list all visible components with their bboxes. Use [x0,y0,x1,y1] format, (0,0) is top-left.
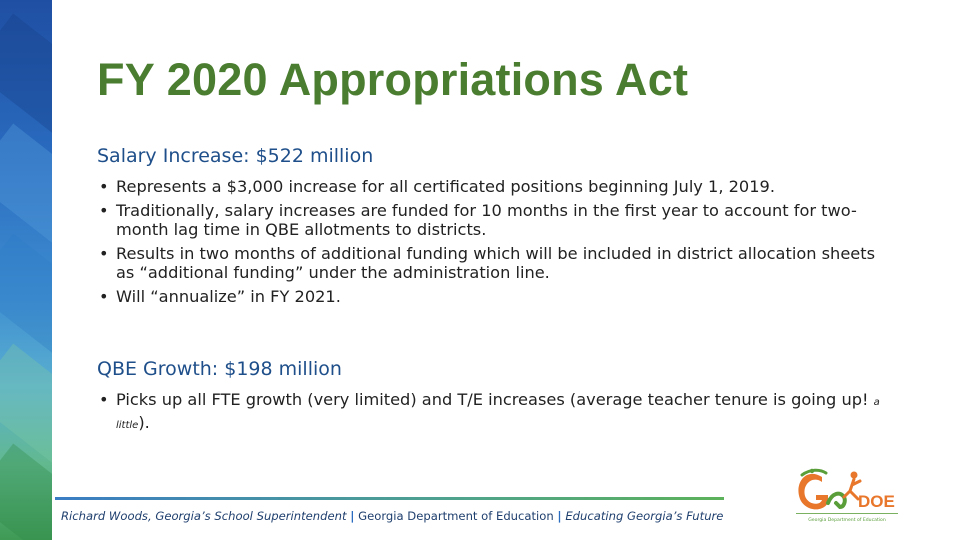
footer-superintendent: Richard Woods, Georgia’s School Superintendent [61,509,347,523]
side-band-facet [0,234,52,357]
bullet-text-end: ). [138,412,150,432]
list-item [97,177,897,197]
bullet-icon: • [99,390,109,409]
bullet-icon: • [99,286,109,306]
salary-bullet-list [97,177,897,310]
bullet-text-main: Picks up all FTE growth (very limited) and T/E increases (average teacher tenure is going up! [116,390,874,409]
bullet-text-aside: a little [116,397,880,431]
bullet-text: Will “annualize” in FY 2021. [116,286,341,306]
decorative-side-band [0,0,52,540]
side-band-facet [0,444,52,540]
list-item [97,201,897,240]
bullet-icon: • [99,243,109,263]
side-band-facet [0,14,52,137]
list-item [97,287,897,307]
footer-department: Georgia Department of Education [358,509,554,523]
list-item [97,244,897,283]
section-heading-qbe: QBE Growth: $198 million [97,358,342,380]
qbe-bullet-list [97,390,897,439]
footer-separator: | [350,509,355,523]
svg-text:DOE: DOE [858,492,895,511]
svg-text:Georgia Department of Educatio: Georgia Department of Education [808,518,886,523]
bullet-icon: • [99,200,109,220]
footer [61,509,723,523]
slide-title: FY 2020 Appropriations Act [97,54,689,105]
bullet-text: Results in two months of additional funding which will be included in district allocation sheets as “additional funding” under the administration line. [116,243,876,282]
side-band-facet [0,344,52,467]
bullet-text: Represents a $3,000 increase for all certificated positions beginning July 1, 2019. [116,177,775,196]
list-item [97,390,897,435]
footer-divider [55,497,724,500]
side-band-facet [0,124,52,247]
section-heading-salary: Salary Increase: $522 million [97,145,374,167]
bullet-icon: • [99,177,109,196]
footer-separator: | [557,509,562,523]
gadoe-logo-icon [792,463,902,529]
bullet-text [116,390,880,432]
bullet-text: Traditionally, salary increases are funded for 10 months in the first year to account for two-month lag time in QBE allotments to districts. [116,200,857,239]
footer-tagline: Educating Georgia’s Future [565,509,724,523]
